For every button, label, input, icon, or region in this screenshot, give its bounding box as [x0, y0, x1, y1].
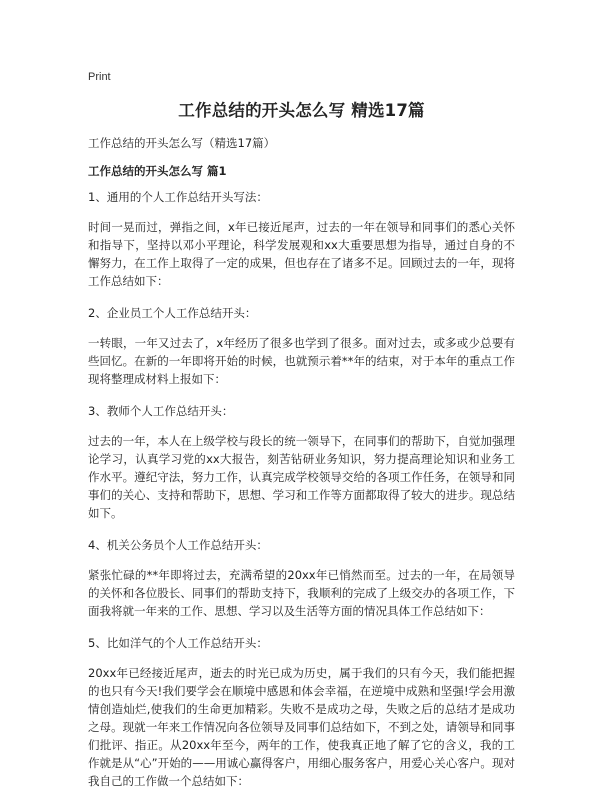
item-heading-1: 1、通用的个人工作总结开头写法：: [88, 190, 268, 204]
item-paragraph-3: 过去的一年，本人在上级学校与段长的统一领导下，在同事们的帮助下，自觉加强理论学习，认真学习党的xx大报告，刻苦钻研业务知识，努力提高理论知识和业务工作水平。遵纪守法，努力工作，认真完成学校领导交给的各项工作任务，在领导和同事们的关心、支持和帮助下，思想、学习和工作等方面都取得了较大的进步。现总结如下。: [88, 434, 515, 520]
item-paragraph-5: 20xx年已经接近尾声，逝去的时光已成为历史，属于我们的只有今天，我们能把握的也只有今天!我们要学会在顺境中感恩和体会幸福，在逆境中成熟和坚强!学会用激情创造灿烂,使我们的生命更加精彩。失败不是成功之母，失败之后的总结才是成功之母。现就一年来工作情况向各位领导及同事们总结如下，不到之处，请领导和同事们批评、指正。从20xx年至今，两年的工作，使我真正地了解了它的含义，我的工作就是从“心”开始的——用诚心赢得客户，用细心服务客户，用爱心关心客户。现对我自己的工作做一个总结如下：: [88, 666, 515, 788]
item-paragraph-4: 紧张忙碌的**年即将过去，充满希望的20xx年已悄然而至。过去的一年，在局领导的关怀和各位股长、同事们的帮助支持下，我顺利的完成了上级交办的各项工作，下面我将就一年来的工作、思想、学习以及生活等方面的情况具体工作总结如下：: [88, 568, 515, 618]
document-subtitle: 工作总结的开头怎么写（精选17篇）: [88, 136, 276, 150]
print-label: Print: [88, 71, 111, 83]
item-paragraph-1: 时间一晃而过，弹指之间，x年已接近尾声，过去的一年在领导和同事们的悉心关怀和指导下，坚持以邓小平理论，科学发展观和xx大重要思想为指导，通过自身的不懈努力，在工作上取得了一定的成果，但也存在了诸多不足。回顾过去的一年，现将工作总结如下：: [88, 220, 515, 288]
document-title: 工作总结的开头怎么写 精选17篇: [178, 101, 425, 120]
item-heading-2: 2、企业员工个人工作总结开头：: [88, 306, 257, 320]
item-heading-4: 4、机关公务员个人工作总结开头：: [88, 538, 268, 552]
item-paragraph-2: 一转眼，一年又过去了，x年经历了很多也学到了很多。面对过去，或多或少总要有些回忆。在新的一年即将开始的时候，也就预示着**年的结束，对于本年的重点工作现将整理成材料上报如下：: [88, 336, 515, 386]
item-heading-3: 3、教师个人工作总结开头：: [88, 404, 234, 418]
item-heading-5: 5、比如洋气的个人工作总结开头：: [88, 636, 268, 650]
section-heading: 工作总结的开头怎么写 篇1: [88, 164, 227, 178]
